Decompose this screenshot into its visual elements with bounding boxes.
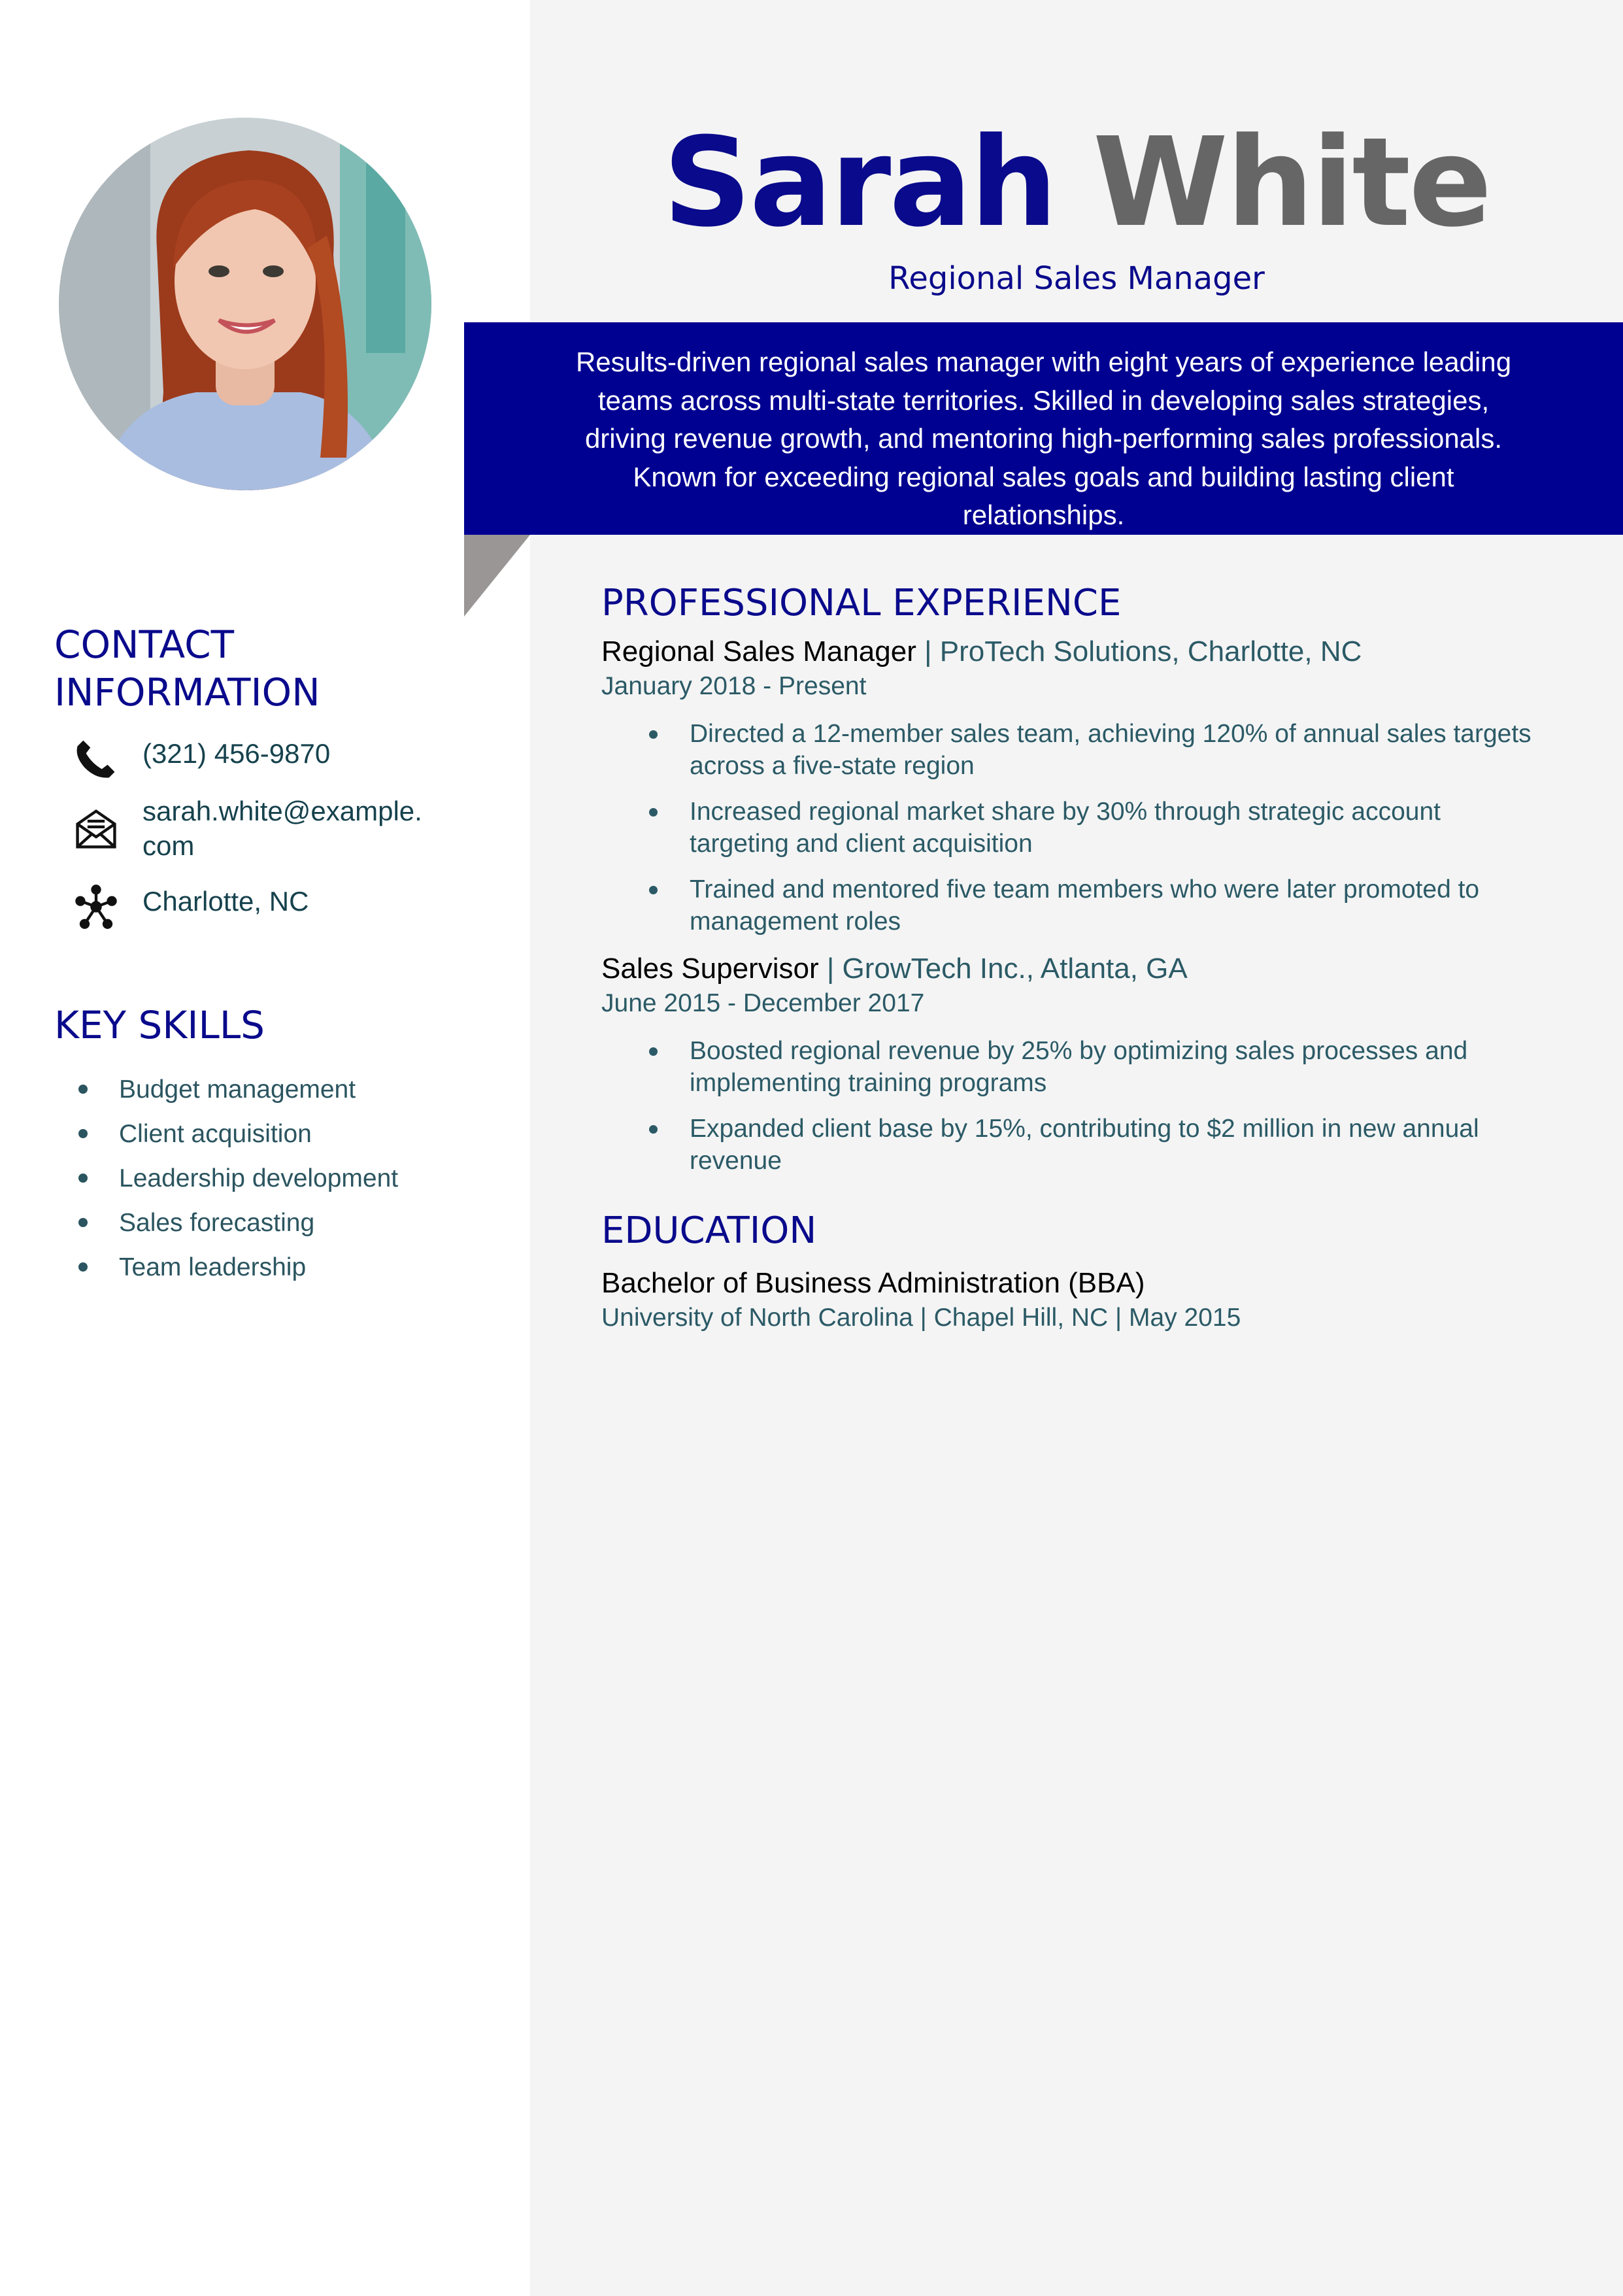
experience-heading: PROFESSIONAL EXPERIENCE <box>601 582 1122 624</box>
contact-email <box>73 794 430 863</box>
list-item: Directed a 12-member sales team, achieving 120% of annual sales targets across a five-state region <box>601 718 1539 782</box>
job-role-line <box>601 951 1575 987</box>
network-icon <box>73 884 127 937</box>
list-item: Leadership development <box>78 1156 398 1201</box>
location: Charlotte, NC <box>142 886 309 917</box>
list-item: Increased regional market share by 30% through strategic account targeting and client acquisition <box>601 796 1539 860</box>
contact-heading: CONTACT INFORMATION <box>54 622 320 715</box>
first-name: Sarah <box>663 111 1056 254</box>
last-name: White <box>1092 111 1490 254</box>
contact-phone <box>73 736 430 790</box>
job-company: GrowTech Inc., Atlanta, GA <box>842 953 1188 985</box>
list-item: Expanded client base by 15%, contributing to $2 million in new annual revenue <box>601 1113 1539 1177</box>
list-item: Sales forecasting <box>78 1201 398 1245</box>
band-fold-decoration <box>464 535 530 616</box>
profile-photo <box>59 118 431 490</box>
list-item: Boosted regional revenue by 25% by optimizing sales processes and implementing training programs <box>601 1035 1539 1099</box>
job-bullets <box>601 718 1575 937</box>
job-entry <box>601 634 1575 937</box>
education-section <box>601 1208 1575 1335</box>
job-dates: June 2015 - December 2017 <box>601 989 925 1017</box>
candidate-name <box>530 108 1623 258</box>
job-entry <box>601 951 1575 1177</box>
list-item: Trained and mentored five team members who were later promoted to management roles <box>601 873 1539 937</box>
job-company: ProTech Solutions, Charlotte, NC <box>939 635 1362 667</box>
skills-list <box>78 1068 398 1290</box>
skills-heading: KEY SKILLS <box>54 1003 265 1047</box>
summary-band <box>464 322 1623 535</box>
summary-text: Results-driven regional sales manager with eight years of experience leading teams across multi-state territories. Skilled in developing sales strategies, driving revenue growth, and mentoring high-performing sales professionals. Known for exceeding regional sales goals and building lasting client relationships. <box>575 346 1512 530</box>
job-dates: January 2018 - Present <box>601 672 867 700</box>
education-heading: EDUCATION <box>601 1209 817 1252</box>
experience-section <box>601 581 1575 1190</box>
contact-location <box>73 884 430 937</box>
school-line: University of North Carolina | Chapel Hill, NC | May 2015 <box>601 1304 1241 1332</box>
email-address: sarah.white@example. com <box>142 796 422 861</box>
envelope-icon <box>73 805 127 859</box>
list-item: Team leadership <box>78 1245 398 1290</box>
separator: | <box>826 953 835 985</box>
job-title: Regional Sales Manager <box>888 260 1265 297</box>
job-role-line <box>601 634 1575 669</box>
list-item: Client acquisition <box>78 1112 398 1156</box>
degree: Bachelor of Business Administration (BBA) <box>601 1267 1145 1299</box>
phone-icon <box>73 736 127 790</box>
job-title: Regional Sales Manager <box>601 635 916 667</box>
job-bullets <box>601 1035 1575 1177</box>
job-title: Sales Supervisor <box>601 953 819 985</box>
separator: | <box>924 635 932 667</box>
phone-number: (321) 456-9870 <box>142 738 331 769</box>
list-item: Budget management <box>78 1068 398 1112</box>
